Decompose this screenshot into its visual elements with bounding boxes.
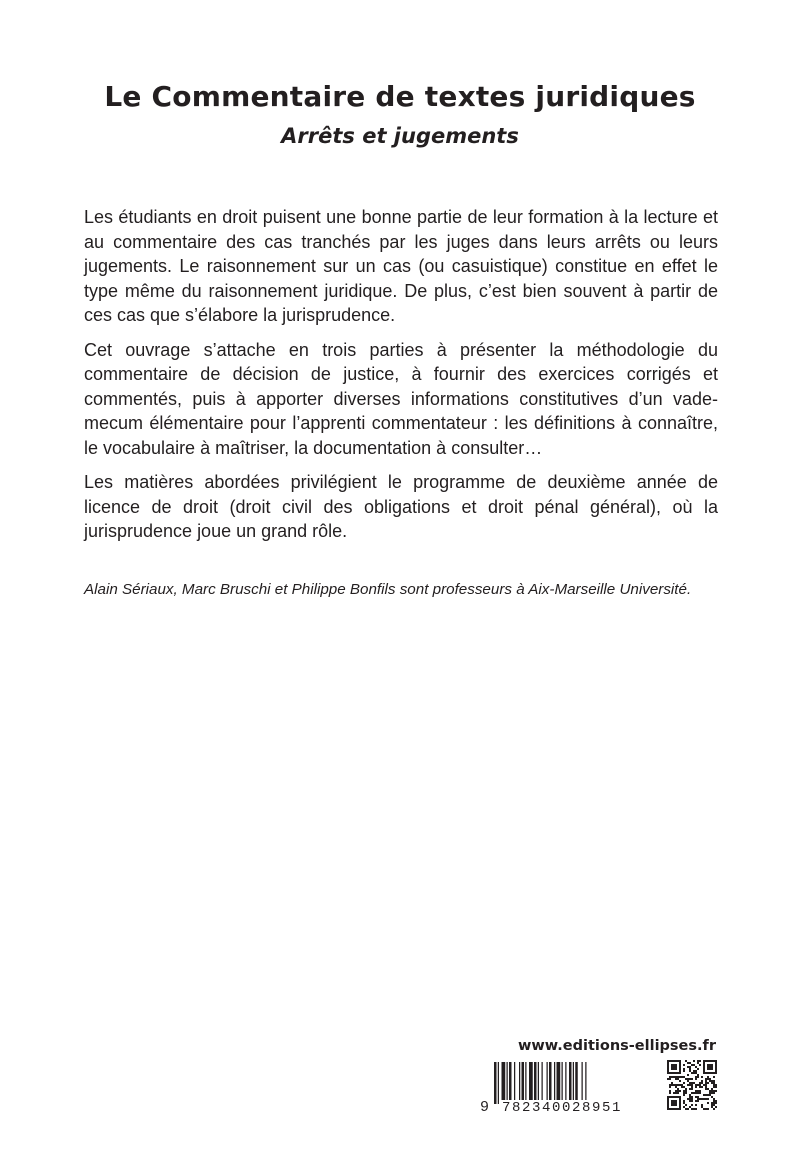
authors-note: Alain Sériaux, Marc Bruschi et Philippe Bonfils sont professeurs à Aix-Marseille Université. (84, 581, 692, 598)
blurb-paragraph-2: Cet ouvrage s’attache en trois parties à présenter la méthodologie du commentaire de décision de justice, à fournir des exercices corrigés et commentés, puis à apporter diverses informations constitutives d’un vade-mecum élémentaire pour l’apprenti commentateur : les définitions à connaître, le vocabulaire à maîtriser, la documentation à consulter… (84, 339, 718, 458)
barcode-digits: 782340028951 (500, 1100, 654, 1116)
isbn-barcode (480, 1062, 656, 1120)
blurb-paragraph-1: Les étudiants en droit puisent une bonne partie de leur formation à la lecture et au commentaire des cas tranchés par les juges dans leurs arrêts ou leurs jugements. Le raisonnement sur un cas (ou casuistique) constitue en effet le type même du raisonnement juridique. De plus, c’est bien souvent à partir de ces cas que s’élabore la jurisprudence. (84, 207, 718, 325)
blurb-paragraph-3: Les matières abordées privilégient le programme de deuxième année de licence de droit (droit civil des obligations et droit pénal général), où la jurisprudence joue un grand rôle. (84, 472, 718, 541)
book-subtitle: Arrêts et jugements (281, 124, 519, 148)
publisher-website-link[interactable]: www.editions-ellipses.fr (518, 1038, 716, 1054)
book-title: Le Commentaire de textes juridiques (104, 80, 696, 113)
barcode-icon (494, 1062, 652, 1104)
barcode-first-digit: 9 (480, 1099, 490, 1116)
qr-code-icon[interactable] (667, 1060, 717, 1110)
back-cover-blurb (84, 205, 718, 554)
